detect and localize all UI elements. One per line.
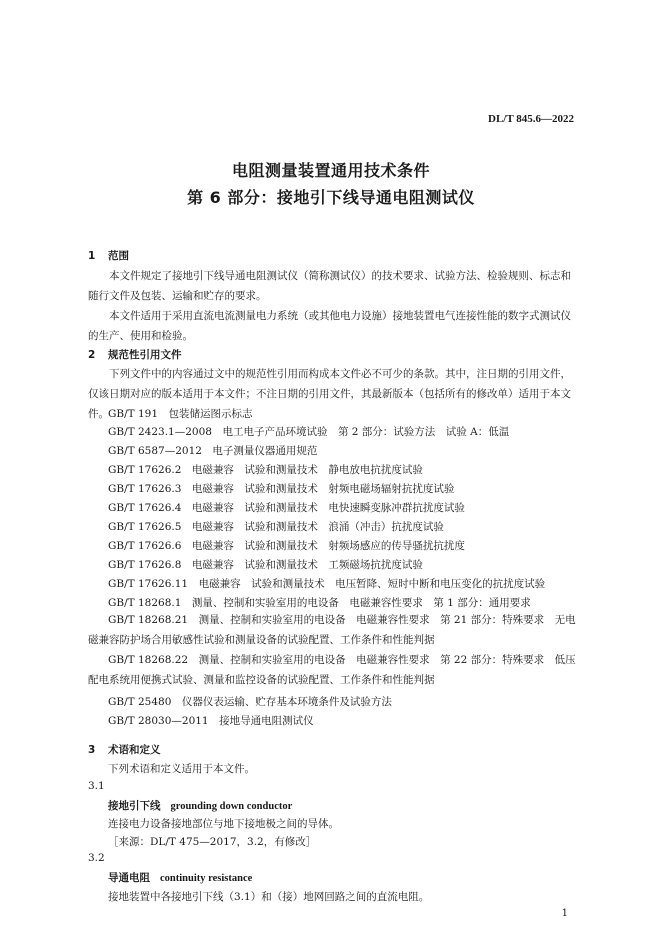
section-title: 规范性引用文件 (108, 349, 182, 361)
standard-code: DL/T 845.6—2022 (488, 113, 574, 125)
section-title: 术语和定义 (108, 744, 161, 756)
reference-item: GB/T 17626.6 电磁兼容 试验和测量技术 射频场感应的传导骚扰抗扰度 (108, 540, 465, 552)
term-source: ［来源：DL/T 475—2017，3.2，有修改］ (108, 836, 317, 848)
reference-item: GB/T 6587—2012 电子测量仪器通用规范 (108, 445, 318, 457)
reference-item: GB/T 17626.11 电磁兼容 试验和测量技术 电压暂降、短时中断和电压变化的抗扰度试验 (108, 578, 546, 590)
reference-item: GB/T 17626.4 电磁兼容 试验和测量技术 电快速瞬变脉冲群抗扰度试验 (108, 502, 465, 514)
term-definition: 接地装置中各接地引下线（3.1）和（接）地网回路之间的直流电阻。 (108, 891, 430, 903)
section-1-paragraph-2: 本文件适用于采用直流电流测量电力系统（或其他电力设施）接地装置电气连接性能的数字式测试仪的生产、使用和检验。 (88, 310, 571, 342)
reference-item: GB/T 18268.21 测量、控制和实验室用的电设备 电磁兼容性要求 第 21 部分：特殊要求 无电磁兼容防护场合用敏感性试验和测量设备的试验配置、工作条件和性能判据 (88, 614, 576, 646)
section-2-heading (88, 347, 182, 362)
term-name-en: grounding down conductor (170, 801, 293, 812)
section-2-intro: 下列文件中的内容通过文中的规范性引用而构成本文件必不可少的条款。其中，注日期的引用文件，仅该日期对应的版本适用于本文件；不注日期的引用文件，其最新版本（包括所有的修改单）适用于本文件。 (88, 368, 571, 420)
section-number: 2 (88, 349, 96, 361)
term-name (108, 870, 252, 885)
reference-item: GB/T 18268.1 测量、控制和实验室用的电设备 电磁兼容性要求 第 1 部分：通用要求 (108, 597, 531, 609)
reference-item: GB/T 28030—2011 接地导通电阻测试仪 (108, 715, 314, 727)
section-number: 3 (88, 744, 96, 756)
reference-item: GB/T 191 包装储运图示标志 (108, 408, 253, 420)
section-3-intro: 下列术语和定义适用于本文件。 (108, 763, 255, 775)
page-number: 1 (561, 908, 568, 919)
section-title: 范围 (108, 250, 129, 262)
reference-item: GB/T 17626.2 电磁兼容 试验和测量技术 静电放电抗扰度试验 (108, 464, 423, 476)
term-name (108, 798, 292, 813)
reference-item: GB/T 18268.22 测量、控制和实验室用的电设备 电磁兼容性要求 第 22 部分：特殊要求 低压配电系统用便携式试验、测量和监控设备的试验配置、工作条件和性能判据 (88, 654, 576, 686)
reference-item: GB/T 25480 仪器仪表运输、贮存基本环境条件及试验方法 (108, 696, 392, 708)
term-definition: 连接电力设备接地部位与地下接地极之间的导体。 (108, 818, 339, 830)
reference-item: GB/T 17626.8 电磁兼容 试验和测量技术 工频磁场抗扰度试验 (108, 559, 423, 571)
section-1-paragraph-1: 本文件规定了接地引下线导通电阻测试仪（简称测试仪）的技术要求、试验方法、检验规则、标志和随行文件及包装、运输和贮存的要求。 (88, 270, 571, 302)
reference-item: GB/T 17626.3 电磁兼容 试验和测量技术 射频电磁场辐射抗扰度试验 (108, 483, 455, 495)
section-number: 1 (88, 250, 96, 262)
section-1-heading (88, 248, 129, 263)
section-3-heading (88, 742, 161, 757)
document-title-line2: 第 6 部分：接地引下线导通电阻测试仪 (187, 188, 475, 207)
reference-item: GB/T 17626.5 电磁兼容 试验和测量技术 浪涌（冲击）抗扰度试验 (108, 521, 444, 533)
term-name-zh: 接地引下线 (108, 800, 161, 812)
document-title-line1: 电阻测量装置通用技术条件 (231, 161, 430, 180)
term-number: 3.2 (88, 852, 105, 864)
reference-item: GB/T 2423.1—2008 电工电子产品环境试验 第 2 部分：试验方法 试验 A：低温 (108, 426, 510, 438)
term-name-en: continuity resistance (160, 873, 253, 884)
term-name-zh: 导通电阻 (108, 872, 150, 884)
term-number: 3.1 (88, 780, 105, 792)
